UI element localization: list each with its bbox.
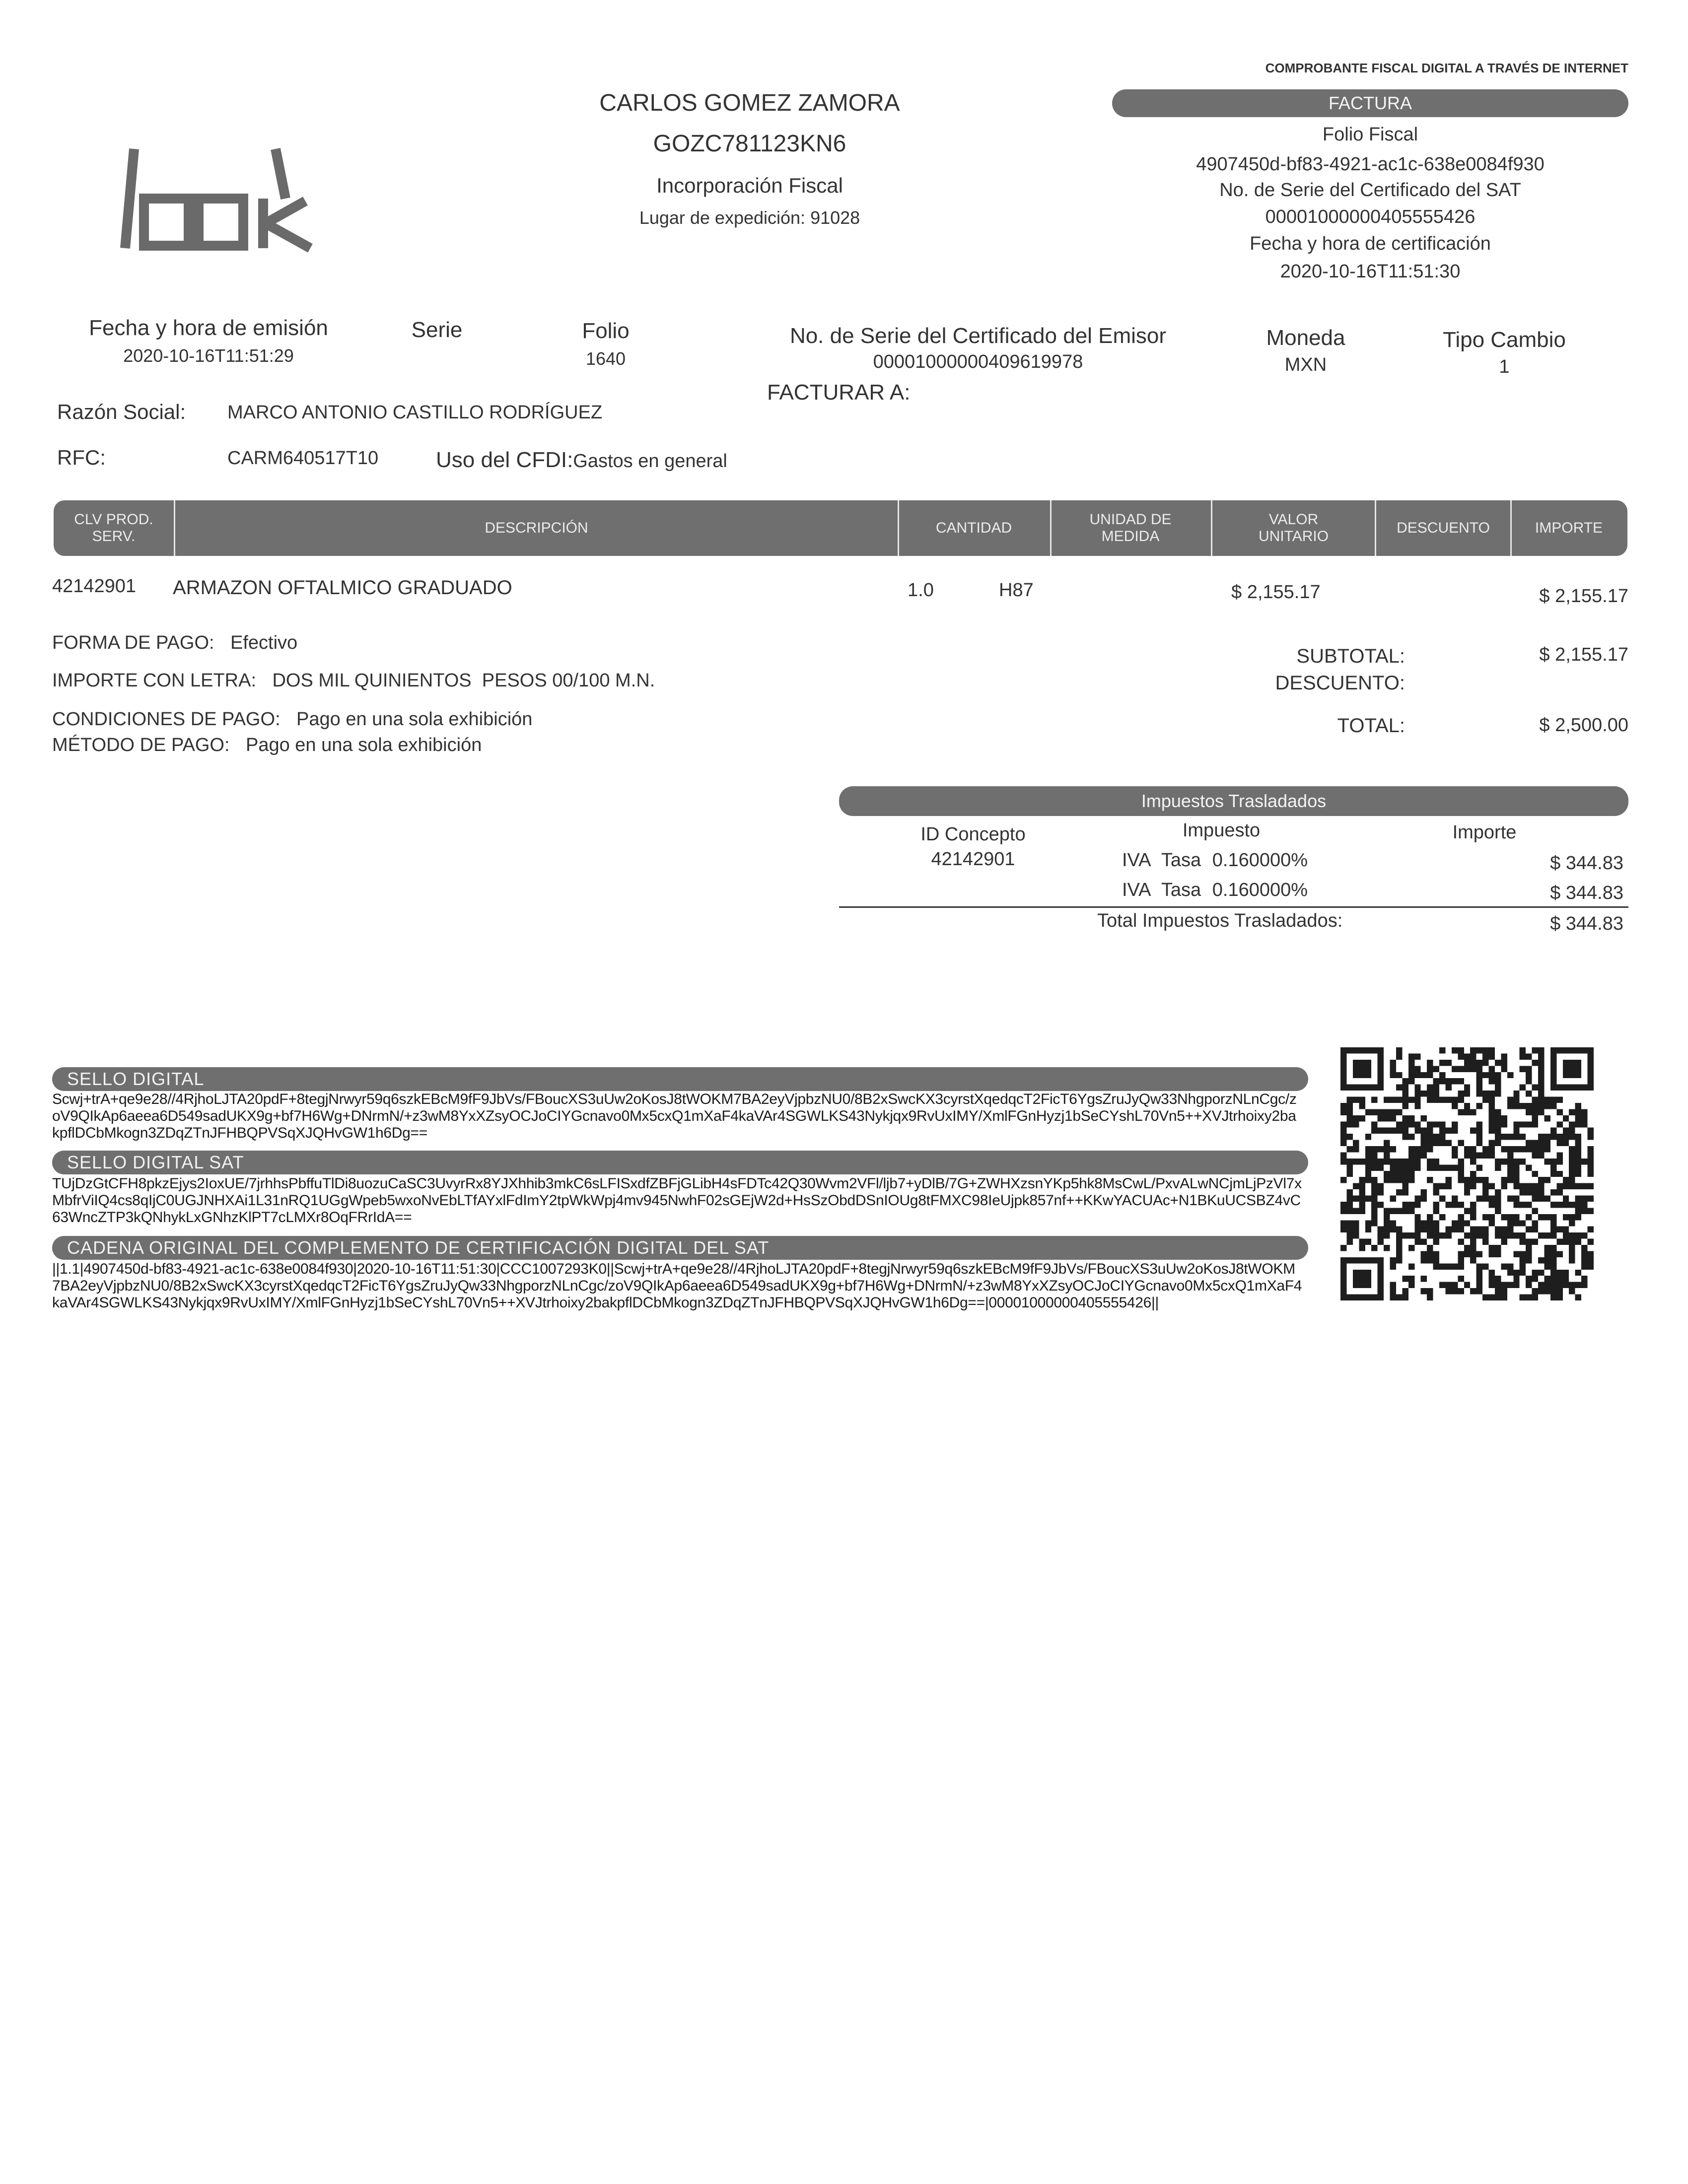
importe-letra-value: DOS MIL QUINIENTOS PESOS 00/100 M.N.	[272, 670, 655, 691]
condiciones-pago	[52, 709, 532, 730]
facturar-label: FACTURAR A:	[767, 380, 911, 405]
tax-row-impuesto: IVA	[1122, 850, 1150, 871]
tax-row-tasa-label: Tasa	[1161, 880, 1201, 900]
row-unidad: H87	[999, 580, 1034, 601]
emission-label: Fecha y hora de emisión	[89, 316, 328, 340]
company-logo	[114, 139, 333, 253]
tax-row-tasa: 0.160000%	[1212, 850, 1308, 871]
tax-regime: Incorporación Fiscal	[656, 174, 843, 197]
total-label: TOTAL:	[1337, 715, 1405, 737]
sello-digital-banner: SELLO DIGITAL	[52, 1067, 1308, 1091]
uso-cfdi-value: Gastos en general	[573, 451, 727, 472]
folio-label: Folio	[582, 319, 630, 343]
doc-type-banner: FACTURA	[1112, 89, 1628, 117]
cfdi-caption: COMPROBANTE FISCAL DIGITAL A TRAVÉS DE INTERNET	[1265, 61, 1628, 75]
folio-value: 1640	[585, 348, 626, 369]
taxes-total-value: $ 344.83	[1550, 913, 1623, 934]
row-valor-unitario: $ 2,155.17	[1231, 582, 1321, 603]
metodo-pago-value: Pago en una sola exhibición	[245, 735, 482, 755]
tax-concept-id: 42142901	[931, 849, 1015, 870]
table-row	[0, 571, 1688, 611]
subtotal-value: $ 2,155.17	[1539, 644, 1628, 665]
emission-value: 2020-10-16T11:51:29	[123, 345, 294, 366]
cadena-original-text: ||1.1|4907450d-bf83-4921-ac1c-638e0084f930|2020-10-16T11:51:30|CCC1007293K0||Scwj+trA+qe9e28//4RjhoLJTA20pdF+8tegjNrwyr59q6szkEBcM9fF9JbVs/FBoucXS3uUw2oKosJ8tWOKM7BA2eyVjpbzNU0/8B2xSwcKX3cyrstXqedqcT2FicT6YgsZruJyQw33NhgporzNLnCgc/zoV9QIkAp6aeea6D549sadUKX9g+bf7H6Wg+DNrmN/+z3wM8YxXZsyOCJoCIYGcnavo0Mx5cxQ1mXaF4kaVAr4SGWLKS43Nykjqx9RvUxIMY/XmlFGnHyzj1bSeCYshL70Vn5++XVJtrhoixy2bakpflDCbMkogn3ZDqZTnJFHBQPVSqXJQHvGW1h6Dg==|00001000000405555426||	[52, 1261, 1302, 1311]
condiciones-pago-value: Pago en una sola exhibición	[296, 709, 533, 730]
taxes-col-impuesto: Impuesto	[1182, 820, 1261, 841]
cert-date-label: Fecha y hora de certificación	[1250, 233, 1491, 254]
metodo-pago	[52, 735, 482, 756]
sello-sat-banner: SELLO DIGITAL SAT	[52, 1151, 1308, 1174]
folio-fiscal-label: Folio Fiscal	[1322, 124, 1418, 145]
rfc-value: CARM640517T10	[227, 448, 379, 469]
sello-digital-text: Scwj+trA+qe9e28//4RjhoLJTA20pdF+8tegjNrwyr59q6szkEBcM9fF9JbVs/FBoucXS3uUw2oKosJ8tWOKM7BA2eyVjpbzNU0/8B2xSwcKX3cyrstXqedqcT2FicT6YgsZruJyQw33NhgporzNLnCgc/zoV9QIkAp6aeea6D549sadUKX9g+bf7H6Wg+DNrmN/+z3wM8YxXZsyOCJoCIYGcnavo0Mx5cxQ1mXaF4kaVAr4SGWLKS43Nykjqx9RvUxIMY/XmlFGnHyzj1bSeCYshL70Vn5++XVJtrhoixy2bakpflDCbMkogn3ZDqZTnJFHBQPVSqXJQHvGW1h6Dg==	[52, 1091, 1297, 1141]
tax-row-impuesto: IVA	[1122, 880, 1150, 900]
qr-code	[1340, 1047, 1594, 1300]
tax-row	[1122, 850, 1308, 871]
subtotal-label: SUBTOTAL:	[1296, 645, 1405, 667]
forma-pago-label: FORMA DE PAGO:	[52, 632, 214, 653]
items-table-header	[54, 500, 1627, 556]
row-clave: 42142901	[52, 576, 137, 597]
col-importe: IMPORTE	[1535, 520, 1603, 536]
rfc-label: RFC:	[57, 446, 106, 469]
sat-cert-number: 00001000000405555426	[1265, 206, 1476, 227]
sat-cert-label: No. de Serie del Certificado del SAT	[1219, 180, 1521, 201]
row-importe: $ 2,155.17	[1539, 586, 1628, 607]
taxes-total-label: Total Impuestos Trasladados:	[1097, 910, 1343, 931]
uso-cfdi-label: Uso del CFDI:	[436, 448, 573, 472]
taxes-col-importe: Importe	[1452, 822, 1517, 843]
col-unidad: UNIDAD DE MEDIDA	[1050, 500, 1212, 556]
col-valor-unitario: VALOR UNITARIO	[1212, 500, 1376, 556]
metodo-pago-label: MÉTODO DE PAGO:	[52, 735, 230, 755]
tax-row-tasa-label: Tasa	[1161, 850, 1201, 871]
forma-pago	[52, 632, 297, 654]
descuento-label: DESCUENTO:	[1275, 672, 1405, 694]
tax-row-importe: $ 344.83	[1550, 883, 1623, 903]
serie-label: Serie	[411, 318, 463, 342]
uso-cfdi	[436, 448, 727, 473]
cadena-original-banner: CADENA ORIGINAL DEL COMPLEMENTO DE CERTIFICACIÓN DIGITAL DEL SAT	[52, 1236, 1308, 1260]
folio-fiscal: 4907450d-bf83-4921-ac1c-638e0084f930	[1196, 154, 1545, 175]
col-descripcion: DESCRIPCIÓN	[175, 500, 899, 556]
emisor-cert-value: 00001000000409619978	[873, 351, 1083, 372]
sello-sat-text: TUjDzGtCFH8pkzEjys2IoxUE/7jrhhsPbffuTlDi8uozuCaSC3UvyrRx8YJXhhib3mkC6sLFISxdfZBFjGLibH4sFDTc42Q30Wvm2VFl/ljb7+yDlB/7G+ZWHXzsnYKp5hk8MsCwL/PxvALwNCjmLjPzVl7xMbfrViIQ4cs8qIjC0UGJNHXAi1L31nRQ1UGgWpeb5wxoNvEbLTfAYxlFdImY2tpWkWpj4mv945NwhF02sGEjW2d+HsSzObdDSnIOUg8tFMXC98IeUjpk857nf++KKwYACUAc+N1BKuUCSBZ4vC63WncZTP3kQNhykLxGNhzKlPT7cLMXr8OqFRrIdA==	[52, 1175, 1302, 1226]
taxes-col-id: ID Concepto	[920, 824, 1026, 845]
col-descuento: DESCUENTO	[1376, 500, 1512, 556]
moneda-label: Moneda	[1266, 326, 1345, 350]
row-cantidad: 1.0	[908, 580, 934, 601]
row-descripcion: ARMAZON OFTALMICO GRADUADO	[173, 577, 512, 599]
tax-row-importe: $ 344.83	[1550, 853, 1623, 874]
col-cantidad: CANTIDAD	[898, 500, 1052, 556]
taxes-banner: Impuestos Trasladados	[839, 786, 1628, 816]
razon-social-value: MARCO ANTONIO CASTILLO RODRÍGUEZ	[227, 402, 603, 423]
col-clave: CLV PROD. SERV.	[54, 500, 175, 556]
issuer-name: CARLOS GOMEZ ZAMORA	[599, 90, 900, 116]
emisor-cert-label: No. de Serie del Certificado del Emisor	[789, 324, 1167, 348]
issuer-rfc: GOZC781123KN6	[653, 131, 846, 157]
tax-row	[1122, 880, 1308, 901]
tipo-cambio-value: 1	[1499, 356, 1510, 377]
cert-date: 2020-10-16T11:51:30	[1280, 261, 1461, 282]
tipo-cambio-label: Tipo Cambio	[1443, 328, 1566, 352]
total-value: $ 2,500.00	[1539, 715, 1628, 736]
expedition-place: Lugar de expedición: 91028	[639, 207, 860, 228]
moneda-value: MXN	[1284, 354, 1327, 375]
razon-social-label: Razón Social:	[57, 400, 186, 423]
tax-row-tasa: 0.160000%	[1212, 880, 1308, 900]
taxes-divider	[839, 906, 1628, 908]
forma-pago-value: Efectivo	[230, 632, 298, 653]
importe-letra	[52, 670, 655, 691]
importe-letra-label: IMPORTE CON LETRA:	[52, 670, 257, 691]
condiciones-pago-label: CONDICIONES DE PAGO:	[52, 709, 281, 730]
